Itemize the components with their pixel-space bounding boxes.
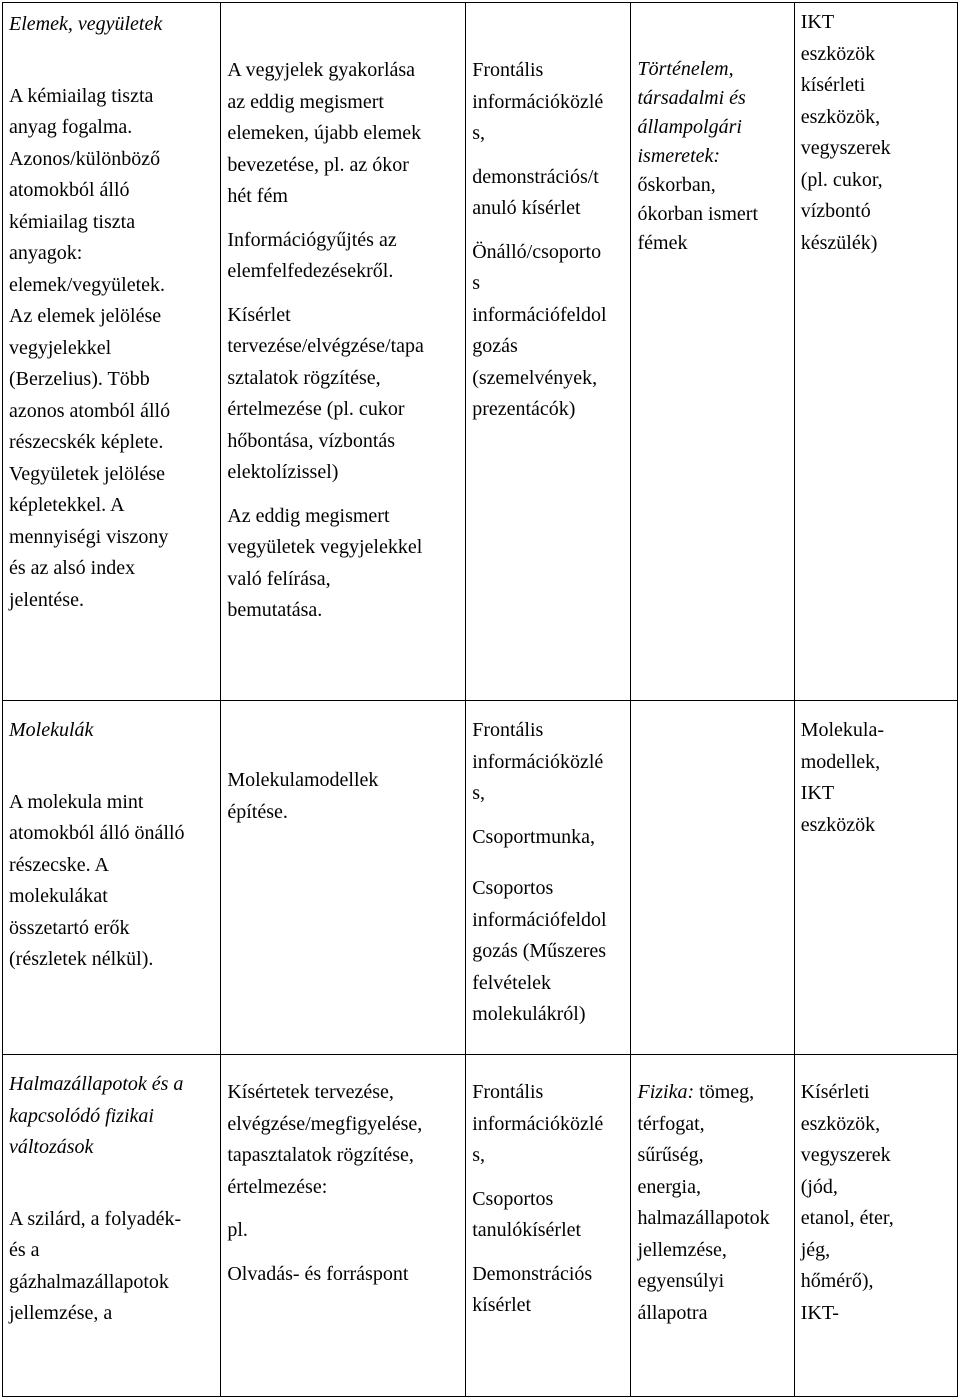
activity-text: Olvadás- és forráspont [227, 1262, 409, 1285]
method-text: Önálló/csoporto s információfeldol gozás (szemelvények, prezentácók) [472, 240, 607, 420]
table-row [3, 1055, 958, 1397]
method-text: Frontális információközlé s, [472, 1081, 604, 1166]
topic-content: A molekula mint atomokból álló önálló részecske. A molekulákat összetartó erők (részletek nélkül). [9, 790, 185, 970]
tools-text: Kísérleti eszközök, vegyszerek (jód, etanol, éter, jég, hőmérő), IKT- [800, 1081, 894, 1324]
method-text: Csoportos tanulókísérlet [472, 1187, 582, 1241]
topic-cell [3, 3, 221, 701]
method-text: Frontális információközlé s, [472, 719, 604, 804]
tools-cell [794, 701, 957, 1055]
tools-cell [794, 1055, 957, 1397]
curriculum-table [2, 2, 958, 1397]
connection-text [637, 1077, 787, 1329]
method-text: Csoportmunka, [472, 825, 595, 848]
topic-title: Elemek, vegyületek [9, 13, 163, 35]
methods-cell [466, 3, 631, 701]
method-text: Frontális információközlé s, [472, 59, 604, 144]
connections-cell [631, 1055, 794, 1397]
activity-text: Kísértetek tervezése, elvégzése/megfigyelése, tapasztalatok rögzítése, értelmezése: [227, 1081, 423, 1198]
activity-text: pl. [227, 1219, 248, 1241]
topic-cell [3, 1055, 221, 1397]
activities-cell [221, 701, 466, 1055]
method-text: demonstrációs/t anuló kísérlet [472, 165, 599, 219]
activity-text: A vegyjelek gyakorlása az eddig megismert elemeken, újabb elemek bevezetése, pl. az ókor hét fém [227, 59, 422, 207]
connection-subject: Fizika: [637, 1081, 695, 1103]
activities-cell [221, 1055, 466, 1397]
method-text: Csoportos információfeldol gozás (Műszeres felvételek molekulákról) [472, 877, 607, 1025]
topic-cell [3, 701, 221, 1055]
connection-subject: Történelem, társadalmi és állampolgári ismeretek: [637, 58, 746, 167]
method-text: Demonstrációs kísérlet [472, 1262, 593, 1316]
activity-text: Információgyűjtés az elemfelfedezésekről. [227, 228, 397, 282]
tools-text: IKT eszközök kísérleti eszközök, vegyszerek (pl. cukor, vízbontó készülék) [800, 11, 891, 254]
activities-cell [221, 3, 466, 701]
topic-title: Molekulák [9, 719, 94, 741]
topic-content: A kémiailag tiszta anyag fogalma. Azonos/különböző atomokból álló kémiailag tiszta anyagok: elemek/vegyületek. Az elemek jelölése vegyjelekkel (Berzelius). Több azonos atomból álló részecskék képlete. Vegyületek jelölése képletekkel. A mennyiségi viszony és az alsó index jelentése. [9, 84, 171, 611]
methods-cell [466, 1055, 631, 1397]
topic-content: A szilárd, a folyadék- és a gázhalmazállapotok jellemzése, a [9, 1207, 182, 1324]
table-row [3, 3, 958, 701]
tools-cell [794, 3, 957, 701]
connection-text: őskorban, ókorban ismert fémek [637, 174, 759, 254]
methods-cell [466, 701, 631, 1055]
connections-cell [631, 701, 794, 1055]
tools-text: Molekula- modellek, IKT eszközök [800, 719, 885, 836]
table-row [3, 701, 958, 1055]
topic-title: Halmazállapotok és a kapcsolódó fizikai változások [9, 1073, 184, 1158]
activity-text: Kísérlet tervezése/elvégzése/tapa sztalatok rögzítése, értelmezése (pl. cukor hőbontása, vízbontás elektolízissel) [227, 303, 424, 483]
activity-text: Molekulamodellek építése. [227, 769, 379, 823]
activity-text: Az eddig megismert vegyületek vegyjelekkel való felírása, bemutatása. [227, 504, 423, 621]
connection-detail: tömeg, térfogat, sűrűség, energia, halmazállapotok jellemzése, egyensúlyi állapotra [637, 1081, 770, 1324]
connections-cell [631, 3, 794, 701]
